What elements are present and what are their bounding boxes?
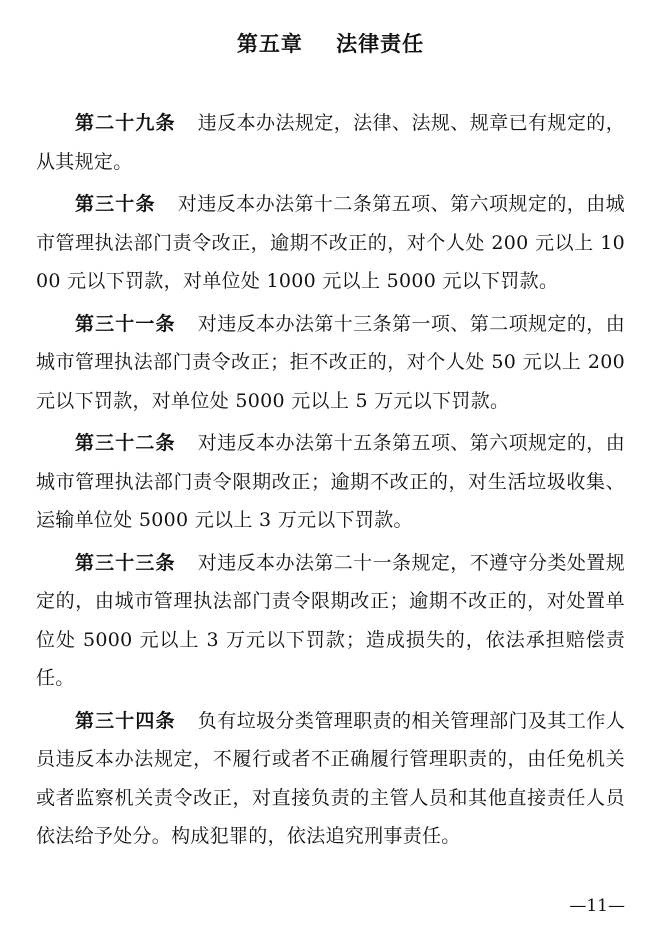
article-number: 第三十三条 — [75, 551, 176, 574]
article-number: 第三十四条 — [75, 709, 176, 732]
article-text: 对违反本办法第十三条第一项、第二项规定的，由城市管理执法部门责令改正；拒不改正的，对个人处 50 元以上 200 元以下罚款，对单位处 5000 元以上 5 万元以下罚款。 — [36, 312, 625, 412]
article-text: 负有垃圾分类管理职责的相关管理部门及其工作人员违反本办法规定，不履行或者不正确履行管理职责的，由任免机关或者监察机关责令改正，对直接负责的主管人员和其他直接责任人员依法给予处分。构成犯罪的，依法追究刑事责任。 — [36, 709, 625, 847]
article-32 — [36, 424, 625, 540]
article-number: 第三十条 — [75, 193, 156, 215]
article-30 — [36, 185, 625, 301]
article-text: 违反本办法规定，法律、法规、规章已有规定的，从其规定。 — [36, 112, 625, 173]
article-33 — [36, 544, 625, 698]
chapter-title: 第五章 法律责任 — [236, 32, 425, 56]
article-number: 第三十二条 — [75, 432, 176, 454]
article-text: 对违反本办法第十二条第五项、第六项规定的，由城市管理执法部门责令改正，逾期不改正的，对个人处 200 元以上 1000 元以下罚款，对单位处 1000 元以上 5000 元以下罚款。 — [36, 193, 625, 292]
article-text: 对违反本办法第二十一条规定，不遵守分类处置规定的，由城市管理执法部门责令限期改正；逾期不改正的，对处置单位处 5000 元以上 3 万元以下罚款；造成损失的，依法承担赔偿责任。 — [36, 551, 625, 689]
article-34 — [36, 702, 625, 856]
page-number: —11— — [569, 896, 625, 916]
article-list — [36, 104, 625, 860]
article-31 — [36, 305, 625, 421]
article-29 — [36, 104, 625, 181]
article-number: 第三十一条 — [75, 312, 176, 335]
article-text: 对违反本办法第十五条第五项、第六项规定的，由城市管理执法部门责令限期改正；逾期不改正的，对生活垃圾收集、运输单位处 5000 元以上 3 万元以下罚款。 — [36, 432, 625, 531]
article-number: 第二十九条 — [75, 112, 176, 134]
